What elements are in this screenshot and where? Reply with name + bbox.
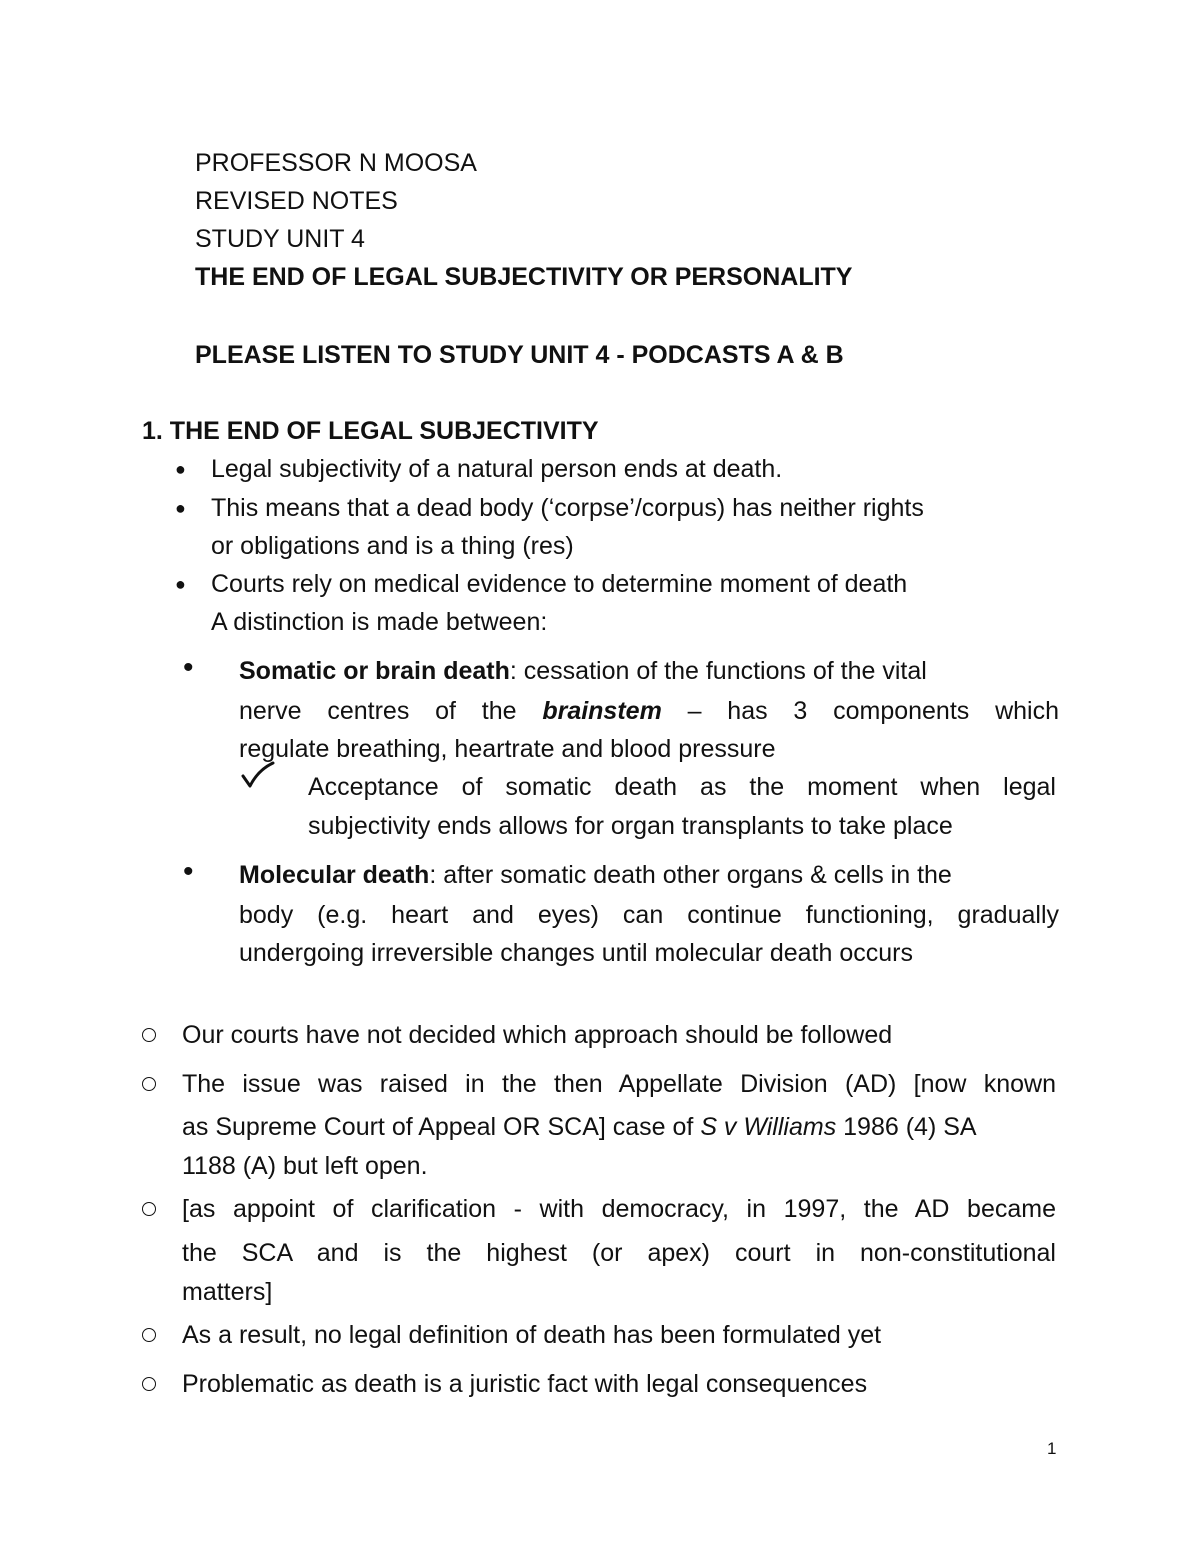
circle-bullet-icon <box>142 1328 156 1342</box>
point-text: matters] <box>182 1278 273 1306</box>
bullet-text: This means that a dead body (‘corpse’/corpus) has neither rights <box>211 494 924 522</box>
bullet-icon: ● <box>175 574 186 594</box>
bullet-text: A distinction is made between: <box>211 608 548 636</box>
somatic-line-3: regulate breathing, heartrate and blood pressure <box>239 735 776 763</box>
circle-bullet-icon <box>142 1377 156 1391</box>
point-text: Our courts have not decided which approach should be followed <box>182 1021 893 1049</box>
bullet-icon: ● <box>175 459 186 479</box>
document-title: THE END OF LEGAL SUBJECTIVITY OR PERSONALITY <box>195 263 853 291</box>
section-heading: 1. THE END OF LEGAL SUBJECTIVITY <box>142 417 599 445</box>
case-name: S v Williams <box>700 1113 837 1141</box>
author-line: PROFESSOR N MOOSA <box>195 149 477 177</box>
molecular-line-2: body (e.g. heart and eyes) can continue functioning, gradually <box>239 901 1059 929</box>
check-line-1: Acceptance of somatic death as the moment when legal <box>308 773 1056 801</box>
circle-bullet-icon <box>142 1028 156 1042</box>
circle-bullet-icon <box>142 1077 156 1091</box>
point-text: As a result, no legal definition of death has been formulated yet <box>182 1321 882 1349</box>
somatic-line-1: Somatic or brain death: cessation of the functions of the vital <box>239 657 927 685</box>
molecular-term: Molecular death <box>239 861 430 889</box>
circle-bullet-icon <box>142 1202 156 1216</box>
doc-type-line: REVISED NOTES <box>195 187 398 215</box>
check-line-2: subjectivity ends allows for organ transplants to take place <box>308 812 953 840</box>
study-unit-line: STUDY UNIT 4 <box>195 225 365 253</box>
point-text: Problematic as death is a juristic fact with legal consequences <box>182 1370 868 1398</box>
checkmark-icon <box>240 760 276 790</box>
bullet-text: Legal subjectivity of a natural person ends at death. <box>211 455 783 483</box>
molecular-line-3: undergoing irreversible changes until molecular death occurs <box>239 939 913 967</box>
point-text: The issue was raised in the then Appellate Division (AD) [now known <box>182 1070 1056 1098</box>
bullet-icon: • <box>183 651 194 684</box>
page-number: 1 <box>1047 1439 1057 1458</box>
brainstem-term: brainstem <box>542 697 662 725</box>
somatic-term: Somatic or brain death <box>239 657 510 685</box>
bullet-text: Courts rely on medical evidence to determine moment of death <box>211 570 908 598</box>
point-text: as Supreme Court of Appeal OR SCA] case of S v Williams 1986 (4) SA <box>182 1113 977 1141</box>
point-text: 1188 (A) but left open. <box>182 1152 428 1180</box>
point-text: the SCA and is the highest (or apex) court in non-constitutional <box>182 1239 1056 1267</box>
bullet-text: or obligations and is a thing (res) <box>211 532 574 560</box>
bullet-icon: • <box>183 855 194 888</box>
podcast-note: PLEASE LISTEN TO STUDY UNIT 4 - PODCASTS A & B <box>195 341 844 369</box>
molecular-line-1: Molecular death: after somatic death other organs & cells in the <box>239 861 952 889</box>
point-text: [as appoint of clarification - with democracy, in 1997, the AD became <box>182 1195 1056 1223</box>
somatic-line-2: nerve centres of the brainstem – has 3 components which <box>239 697 1059 725</box>
bullet-icon: ● <box>175 498 186 518</box>
